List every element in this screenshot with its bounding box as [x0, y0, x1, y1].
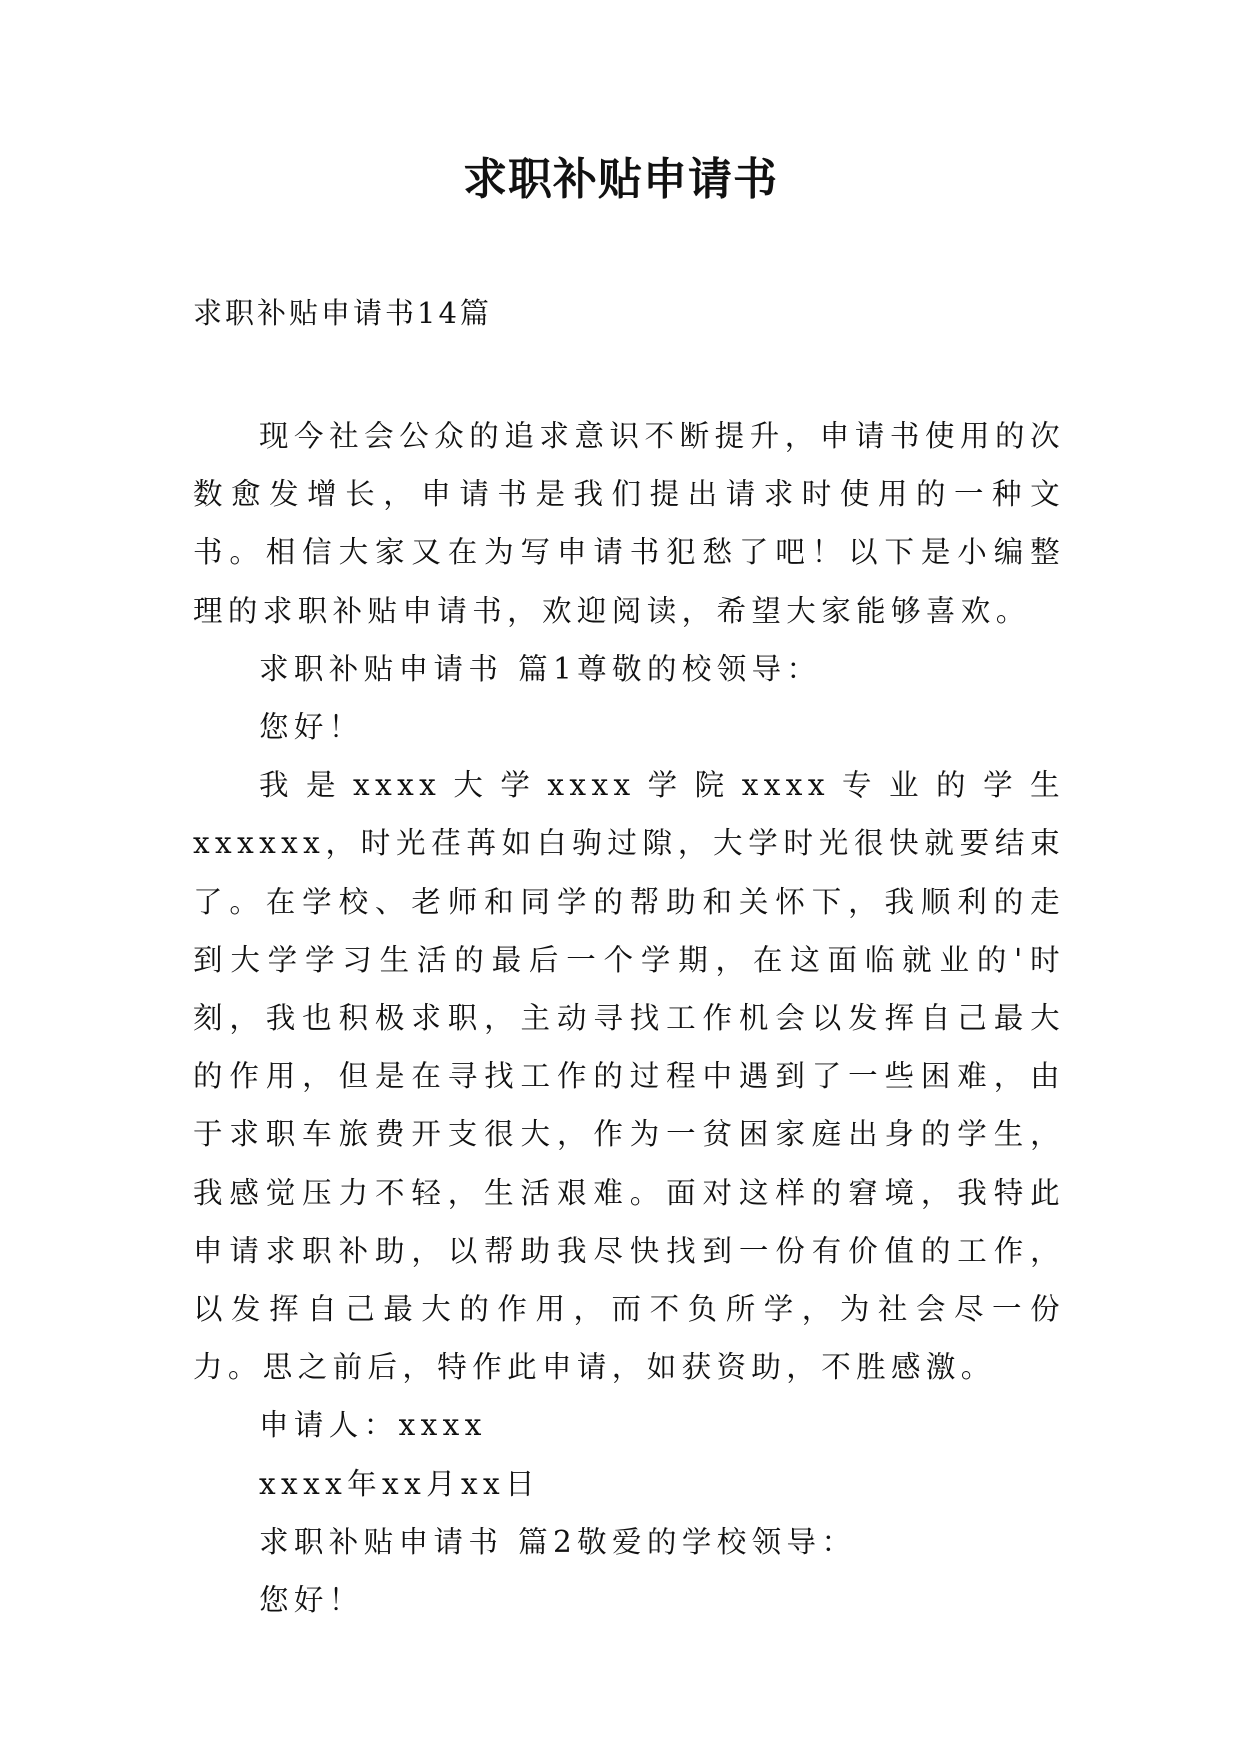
body-paragraph-1: 我是xxxx大学xxxx学院xxxx专业的学生xxxxxx，时光荏苒如白驹过隙，大学时光很快就要结束了。在学校、老师和同学的帮助和关怀下，我顺利的走到大学学习生活的最后一个学期，在这面临就业的'时刻，我也积极求职，主动寻找工作机会以发挥自己最大的作用，但是在寻找工作的过程中遇到了一些困难，由于求职车旅费开支很大，作为一贫困家庭出身的学生，我感觉压力不轻，生活艰难。面对这样的窘境，我特此申请求职补助，以帮助我尽快找到一份有价值的工作，以发挥自己最大的作用，而不负所学，为社会尽一份力。思之前后，特作此申请，如获资助，不胜感激。 [193, 768, 1065, 1385]
section-heading-1: 求职补贴申请书 篇1尊敬的校领导： [259, 651, 822, 686]
document-subtitle: 求职补贴申请书14篇 [193, 296, 492, 330]
greeting-1: 您好！ [259, 710, 364, 745]
document-body [193, 407, 1065, 1629]
section-heading-2: 求职补贴申请书 篇2敬爱的学校领导： [259, 1524, 857, 1559]
applicant-line: 申请人：xxxx [259, 1408, 487, 1443]
intro-paragraph: 现今社会公众的追求意识不断提升，申请书使用的次数愈发增长，申请书是我们提出请求时使用的一种文书。相信大家又在为写申请书犯愁了吧！以下是小编整理的求职补贴申请书，欢迎阅读，希望大家能够喜欢。 [193, 419, 1065, 628]
document-title: 求职补贴申请书 [463, 154, 778, 205]
greeting-2: 您好！ [259, 1583, 364, 1618]
date-line: xxxx年xx月xx日 [259, 1466, 540, 1501]
